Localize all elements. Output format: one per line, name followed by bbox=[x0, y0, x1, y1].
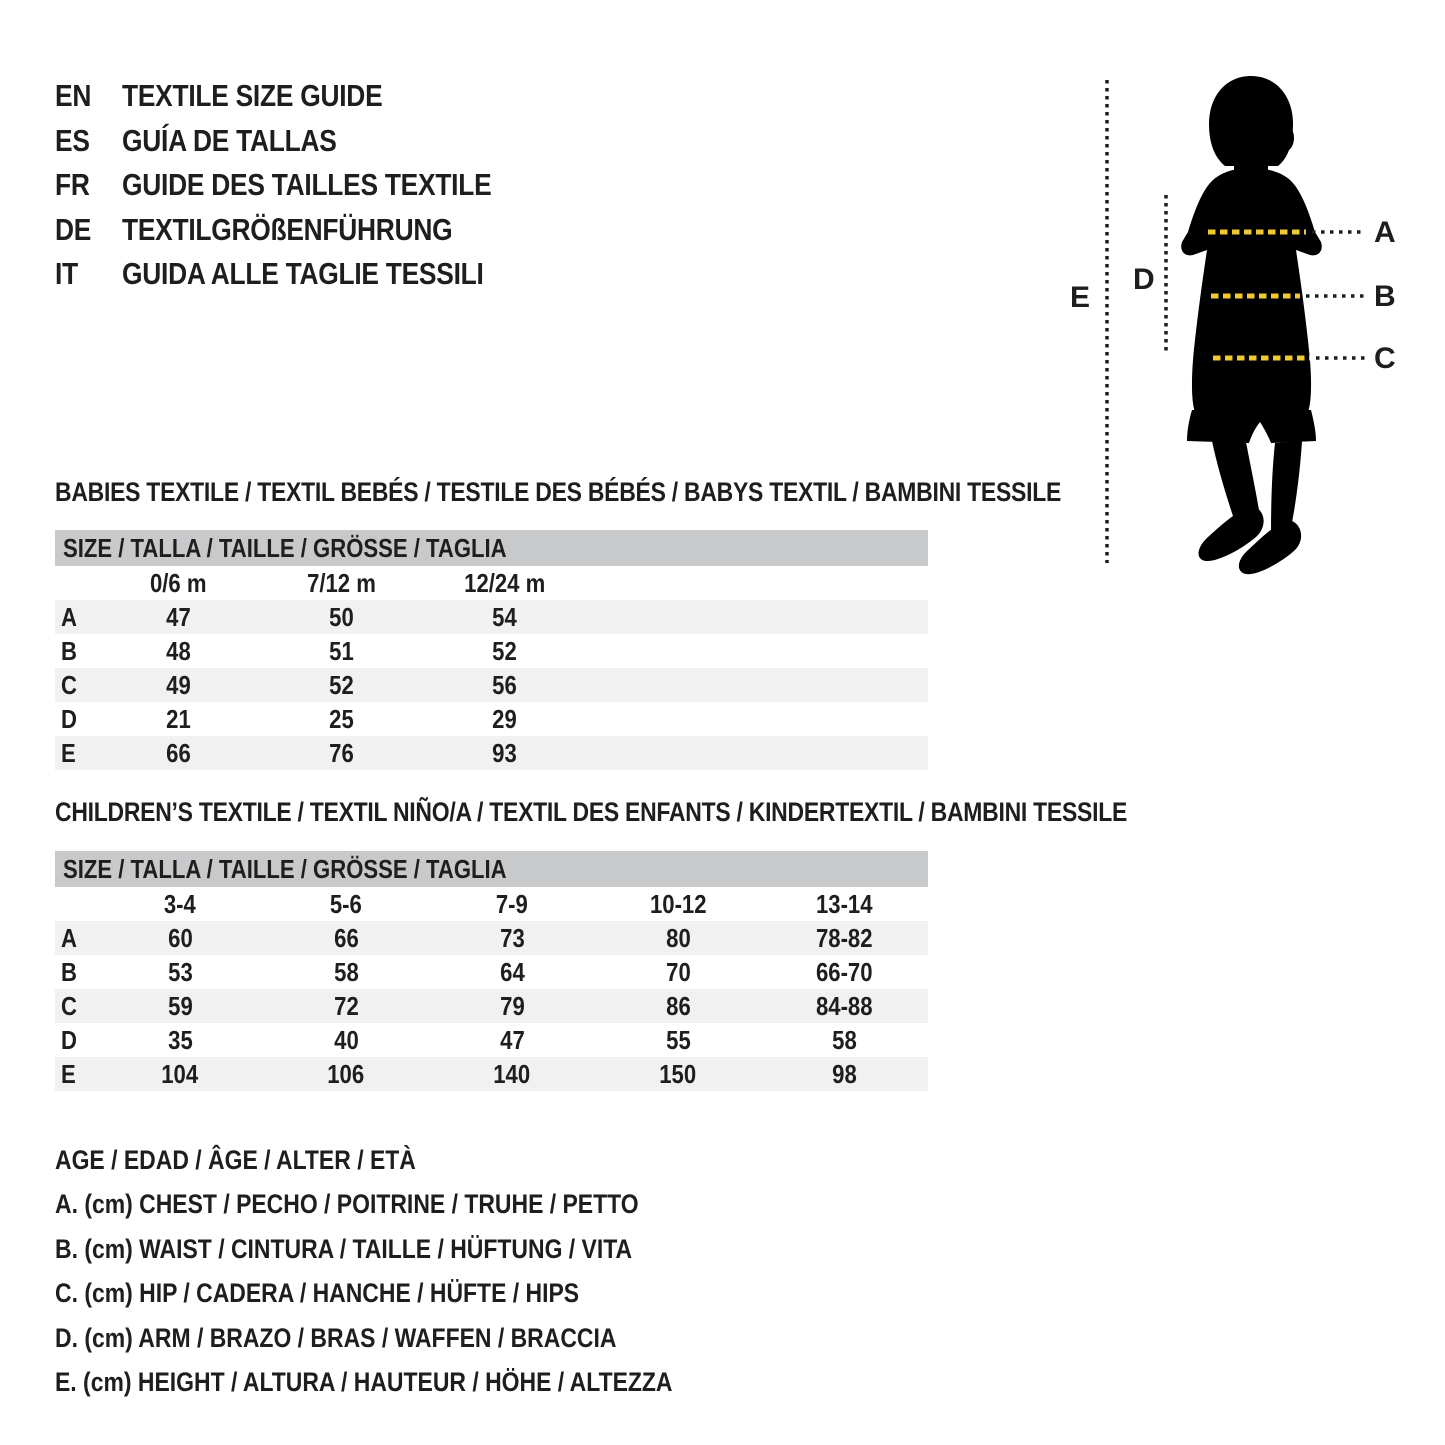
label-a: A bbox=[1374, 216, 1396, 249]
legend-height: E. (cm) HEIGHT / ALTURA / HAUTEUR / HÖHE / ALTEZZA bbox=[55, 1367, 673, 1398]
table-row: E 104 106 140 150 98 bbox=[55, 1057, 928, 1091]
table-row: C 49 52 56 bbox=[55, 668, 928, 702]
children-col-4: 13-14 bbox=[815, 888, 873, 919]
lang-row-it bbox=[55, 252, 557, 297]
children-col-1: 5-6 bbox=[330, 888, 362, 919]
lang-row-de bbox=[55, 208, 557, 253]
lang-title-en: TEXTILE SIZE GUIDE bbox=[122, 78, 383, 114]
table-row: B 48 51 52 bbox=[61, 635, 517, 666]
lang-code-es: ES bbox=[55, 122, 90, 158]
table-row: B 53 58 64 70 66-70 bbox=[61, 956, 873, 987]
legend-hip: C. (cm) HIP / CADERA / HANCHE / HÜFTE / HIPS bbox=[55, 1278, 580, 1309]
lang-code-it: IT bbox=[55, 256, 78, 292]
legend-chest: A. (cm) CHEST / PECHO / POITRINE / TRUHE / PETTO bbox=[55, 1189, 639, 1220]
measurement-figure bbox=[1050, 60, 1445, 600]
label-e: E bbox=[1070, 281, 1091, 314]
lang-title-fr: GUIDE DES TAILLES TEXTILE bbox=[122, 167, 492, 203]
children-column-header-row bbox=[55, 887, 928, 921]
babies-col-2: 12/24 m bbox=[463, 567, 546, 598]
table-row: D 21 25 29 bbox=[61, 703, 517, 734]
children-col-0: 3-4 bbox=[164, 888, 196, 919]
table-row: C 59 72 79 86 84-88 bbox=[55, 989, 928, 1023]
lang-title-de: TEXTILGRÖßENFÜHRUNG bbox=[122, 211, 453, 247]
children-section-title: CHILDREN’S TEXTILE / TEXTIL NIÑO/A / TEXTIL DES ENFANTS / KINDERTEXTIL / BAMBINI TESSILE bbox=[55, 797, 1128, 827]
babies-column-header-row bbox=[55, 566, 928, 600]
measurement-figure-svg bbox=[1050, 60, 1445, 600]
table-row: D 35 40 47 55 58 bbox=[61, 1024, 857, 1055]
legend-arm: D. (cm) ARM / BRAZO / BRAS / WAFFEN / BRACCIA bbox=[55, 1322, 617, 1353]
label-d: D bbox=[1133, 263, 1155, 296]
lang-row-en bbox=[55, 74, 557, 119]
lang-code-fr: FR bbox=[55, 167, 90, 203]
label-c: C bbox=[1374, 342, 1396, 375]
children-col-2: 7-9 bbox=[496, 888, 528, 919]
children-col-3: 10-12 bbox=[649, 888, 707, 919]
table-row: A 60 66 73 80 78-82 bbox=[55, 921, 928, 955]
lang-title-es: GUÍA DE TALLAS bbox=[122, 122, 337, 158]
children-table bbox=[55, 851, 928, 1091]
children-size-header: SIZE / TALLA / TAILLE / GRÖSSE / TAGLIA bbox=[55, 851, 928, 887]
babies-size-header: SIZE / TALLA / TAILLE / GRÖSSE / TAGLIA bbox=[55, 530, 928, 566]
table-row: E 66 76 93 bbox=[55, 736, 928, 770]
babies-table bbox=[55, 530, 928, 770]
babies-col-1: 7/12 m bbox=[307, 567, 376, 598]
label-b: B bbox=[1374, 280, 1396, 313]
lang-title-it: GUIDA ALLE TAGLIE TESSILI bbox=[122, 256, 484, 292]
babies-col-0: 0/6 m bbox=[150, 567, 207, 598]
legend-waist: B. (cm) WAIST / CINTURA / TAILLE / HÜFTUNG / VITA bbox=[55, 1233, 633, 1264]
lang-row-fr bbox=[55, 163, 557, 208]
lang-row-es bbox=[55, 119, 557, 164]
lang-code-de: DE bbox=[55, 211, 92, 247]
legend-age: AGE / EDAD / ÂGE / ALTER / ETÀ bbox=[55, 1144, 416, 1175]
babies-section-title: BABIES TEXTILE / TEXTIL BEBÉS / TESTILE DES BÉBÉS / BABYS TEXTIL / BAMBINI TESSILE bbox=[55, 477, 1062, 507]
measurement-legend bbox=[55, 1138, 781, 1405]
table-row: A 47 50 54 bbox=[55, 600, 928, 634]
language-title-list bbox=[55, 74, 557, 297]
lang-code-en: EN bbox=[55, 78, 92, 114]
